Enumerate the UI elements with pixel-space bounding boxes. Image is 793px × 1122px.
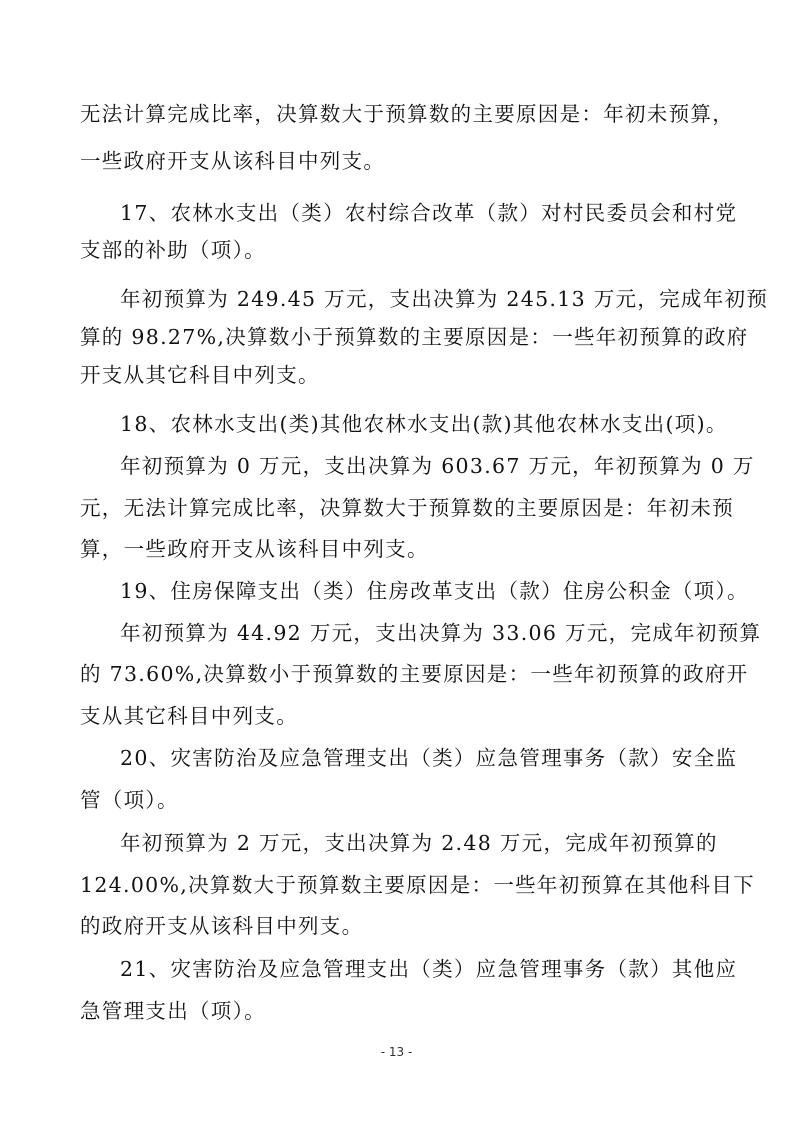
- text-line: 一些政府开支从该科目中列支。: [80, 149, 386, 173]
- text-line: 年初预算为 249.45 万元，支出决算为 245.13 万元，完成年初预: [120, 287, 769, 311]
- text-line: 算，一些政府开支从该科目中列支。: [80, 537, 429, 561]
- section-heading-19: 19、住房保障支出（类）住房改革支出（款）住房公积金（项）。: [120, 579, 749, 603]
- page-number: - 13 -: [380, 1045, 413, 1059]
- text-line: 元，无法计算完成比率，决算数大于预算数的主要原因是：年初未预: [80, 496, 734, 520]
- text-line: 的政府开支从该科目中列支。: [80, 914, 364, 938]
- text-line: 开支从其它科目中列支。: [80, 363, 320, 387]
- text-line: 管（项）。: [80, 788, 179, 812]
- text-line: 的 73.60%,决算数小于预算数的主要原因是：一些年初预算的政府开: [80, 662, 749, 686]
- text-line: 124.00%,决算数大于预算数主要原因是：一些年初预算在其他科目下: [80, 873, 755, 897]
- text-line: 急管理支出（项）。: [80, 999, 266, 1023]
- text-line: 支从其它科目中列支。: [80, 704, 298, 728]
- text-line: 年初预算为 44.92 万元，支出决算为 33.06 万元，完成年初预算: [120, 621, 762, 645]
- text-line: 年初预算为 0 万元，支出决算为 603.67 万元，年初预算为 0 万: [120, 454, 755, 478]
- text-line: 支部的补助（项）。: [80, 238, 266, 262]
- text-line: 无法计算完成比率，决算数大于预算数的主要原因是：年初未预算，: [80, 102, 734, 126]
- section-heading-21: 21、灾害防治及应急管理支出（类）应急管理事务（款）其他应: [120, 957, 738, 981]
- section-heading-18: 18、农林水支出(类)其他农林水支出(款)其他农林水支出(项)。: [120, 412, 728, 436]
- section-heading-17: 17、农林水支出（类）农村综合改革（款）对村民委员会和村党: [120, 201, 738, 225]
- section-heading-20: 20、灾害防治及应急管理支出（类）应急管理事务（款）安全监: [120, 746, 738, 770]
- text-line: 算的 98.27%,决算数小于预算数的主要原因是：一些年初预算的政府: [80, 325, 749, 349]
- text-line: 年初预算为 2 万元，支出决算为 2.48 万元，完成年初预算的: [120, 831, 718, 855]
